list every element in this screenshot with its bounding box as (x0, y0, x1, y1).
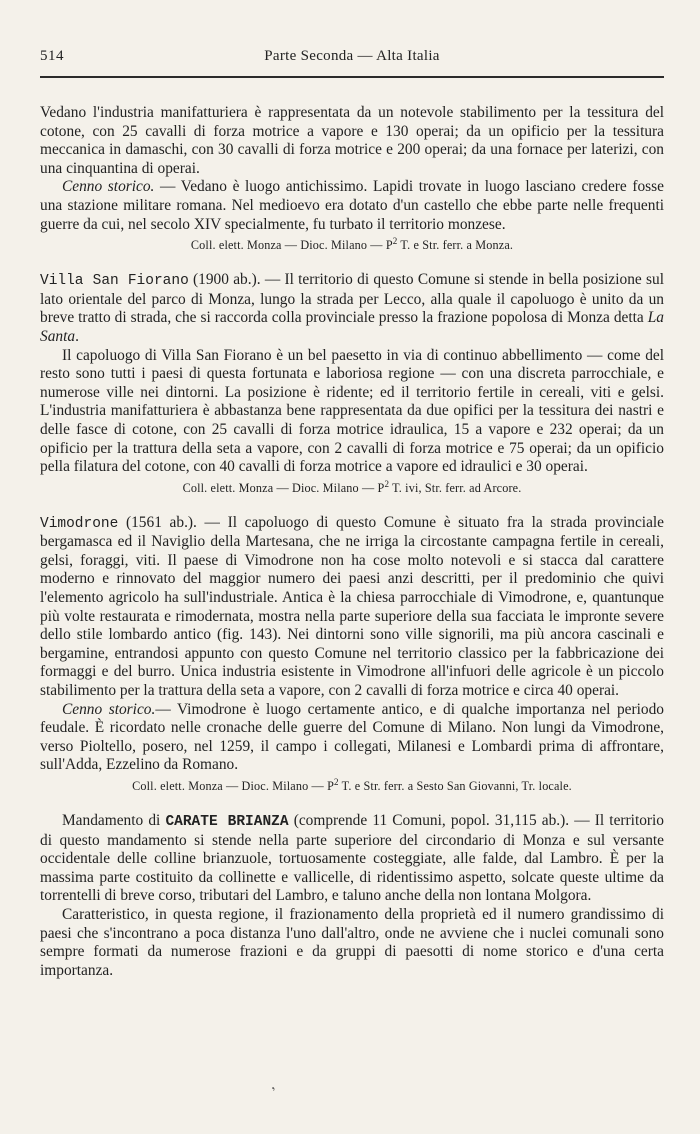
paragraph (40, 104, 664, 178)
note-superscript: 2 (392, 236, 398, 247)
entry-heading: Villa San Fiorano (40, 273, 189, 290)
page-header (40, 40, 664, 70)
mandamento-lead: Mandamento di (62, 812, 166, 829)
entry-note (40, 778, 664, 794)
running-title: Parte Seconda — Alta Italia (264, 48, 440, 64)
paragraph-text: Caratteristico, in questa regione, il frazionamento della proprietà ed il numero grandissimo di paesi che s'incontrano a poca distanza l'uno dall'altro, onde ne avviene che i nuclei comunali sono sempre formati da numerose frazioni e da gruppi di paesotti di nome storico e d'una certa importanza. (40, 905, 664, 979)
paragraph-text: — Vedano è luogo antichissimo. Lapidi trovate in luogo lasciano credere fosse una stazione militare romana. Nel medioevo era dotato d'un castello che ebbe parte nelle frequenti guerre da cui, nel secolo XIV specialmente, fu turbato il territorio monzese. (40, 178, 664, 233)
note-superscript: 2 (384, 478, 390, 489)
note-superscript: 2 (334, 776, 339, 787)
page (40, 40, 664, 980)
entry-heading: CARATE BRIANZA (165, 814, 289, 830)
entry-note (40, 480, 664, 496)
place-name: La Santa (40, 309, 664, 345)
entry-heading: Vimodrone (40, 515, 119, 532)
paragraph-text: — Il territorio di questo Comune si stende in bella posizione sul lato orientale del parco di Monza, lungo la strada per Lecco, alla quale il capoluogo è unito da un breve tratto di strada, che si raccorda colla provinciale presso la frazione popolosa di Monza detta (40, 271, 664, 327)
paragraph (40, 271, 664, 346)
paragraph-text: — Vimodrone è luogo certamente antico, e di qualche importanza nel periodo feudale. È ricordato nelle cronache delle guerre del Comune di Milano. Non lungi da Vimodrone, verso Pioltello, posero, nel 1259, il campo i collegati, Milanesi e Lombardi prima di affrontare, sull'Adda, Ezzelino da Romano. (40, 700, 665, 774)
paragraph (40, 514, 664, 701)
entry-note (40, 237, 664, 253)
population: (1900 ab.). (188, 271, 261, 289)
population: (1561 ab.). (118, 513, 197, 531)
paragraph-text: . (75, 327, 79, 345)
paragraph-text: — Il capoluogo di questo Comune è situato fra la strada provinciale bergamasca ed il Naviglio della Martesana, che ne irriga la circostante campagna fertile in cereali, gelsi, foraggi, viti. Il paese di Vimodrone non ha cose molto notevoli e si stacca dal carattere moderno e rinnovato del maggior numero dei paesi anzi descritti, per il predominio che quivi l'elemento agricolo ha sull'industriale. Antica è la chiesa parrocchiale di Vimodrone, e, quantunque più volte restaurata e rimodernata, mostra nella parte superiore della sua facciata le impronte severe dello stile lombardo antico (fig. 143). Nei dintorni sono ville signorili, ma più ancora cascinali e bergamine, entrandosi appunto con questo Comune nel territorio classico per la fabbricazione dei formaggi e del burro. Unica industria esistente in Vimodrone all'infuori delle agricole è un piccolo stabilimento per la trattura della seta a vapore, con 2 cavalli di forza motrice e circa 40 operai. (40, 513, 665, 700)
paragraph (40, 701, 664, 775)
paragraph (40, 812, 664, 906)
paragraph (40, 906, 664, 980)
paragraph-text: (comprende 11 Comuni, popol. 31,115 ab.). — Il territorio di questo mandamento si stende nella parte superiore del circondario di Monza e sul versante occidentale delle colline brianzuole, tortuosamente costeggiate, alle falde, dal Lambro. È per la massima parte costituito da collinette e vallicelle, di ridentissimo aspetto, solcate queste ultime da torrentelli di breve corso, tributari del Lambro, e taluno anche della non lontana Molgora. (40, 812, 665, 905)
note-text: T. ivi, Str. ferr. ad Arcore. (389, 480, 522, 495)
entry-villa-san-fiorano (40, 271, 664, 496)
cenno-storico-label: Cenno storico. (62, 700, 156, 718)
paragraph (40, 347, 664, 477)
header-rule (40, 76, 664, 78)
paragraph-text: Vedano l'industria manifatturiera è rappresentata da un notevole stabilimento per la tessitura del cotone, con 25 cavalli di forza motrice a vapore e 130 operai; da un opificio per la tessitura meccanica in damaschi, con 30 cavalli di forza motrice e 200 operai; da una fornace per laterizi, con una cinquantina di operai. (40, 104, 664, 177)
paragraph (40, 178, 664, 234)
note-text: Coll. elett. Monza — Dioc. Milano — P (132, 779, 335, 793)
paragraph-text: Il capoluogo di Villa San Fiorano è un bel paesetto in via di continuo abbellimento — come del resto sono tutti i paesi di questa fortunata e laboriosa regione — con una discreta parrocchiale, e numerose ville nei dintorni. La posizione è ridente; ed il territorio fertile in cereali, viti e gelsi. L'industria manifatturiera è abbastanza bene rappresentata da due opifici per la tessitura dei nastri e delle fasce di cotone, con 25 cavalli di forza motrice idraulica, 15 a vapore e 232 operai; da un opificio per la trattura della seta a vapore, con 2 cavalli di forza motrice e 75 operai; da un opificio pella filatura del cotone, con 40 cavalli di forza motrice a vapore ed idraulici e 30 operai. (40, 346, 664, 476)
entry-vedano (40, 104, 664, 253)
page-number: 514 (40, 48, 64, 64)
note-text: Coll. elett. Monza — Dioc. Milano — P (182, 480, 385, 495)
cenno-storico-label: Cenno storico. (62, 178, 155, 196)
note-text: T. e Str. ferr. a Monza. (397, 238, 514, 253)
note-text: Coll. elett. Monza — Dioc. Milano — P (190, 238, 393, 253)
ink-mark: , (265, 1078, 278, 1093)
note-text: T. e Str. ferr. a Sesto San Giovanni, Tr. locale. (338, 779, 572, 793)
entry-carate-brianza (40, 812, 664, 980)
entry-vimodrone (40, 514, 664, 794)
